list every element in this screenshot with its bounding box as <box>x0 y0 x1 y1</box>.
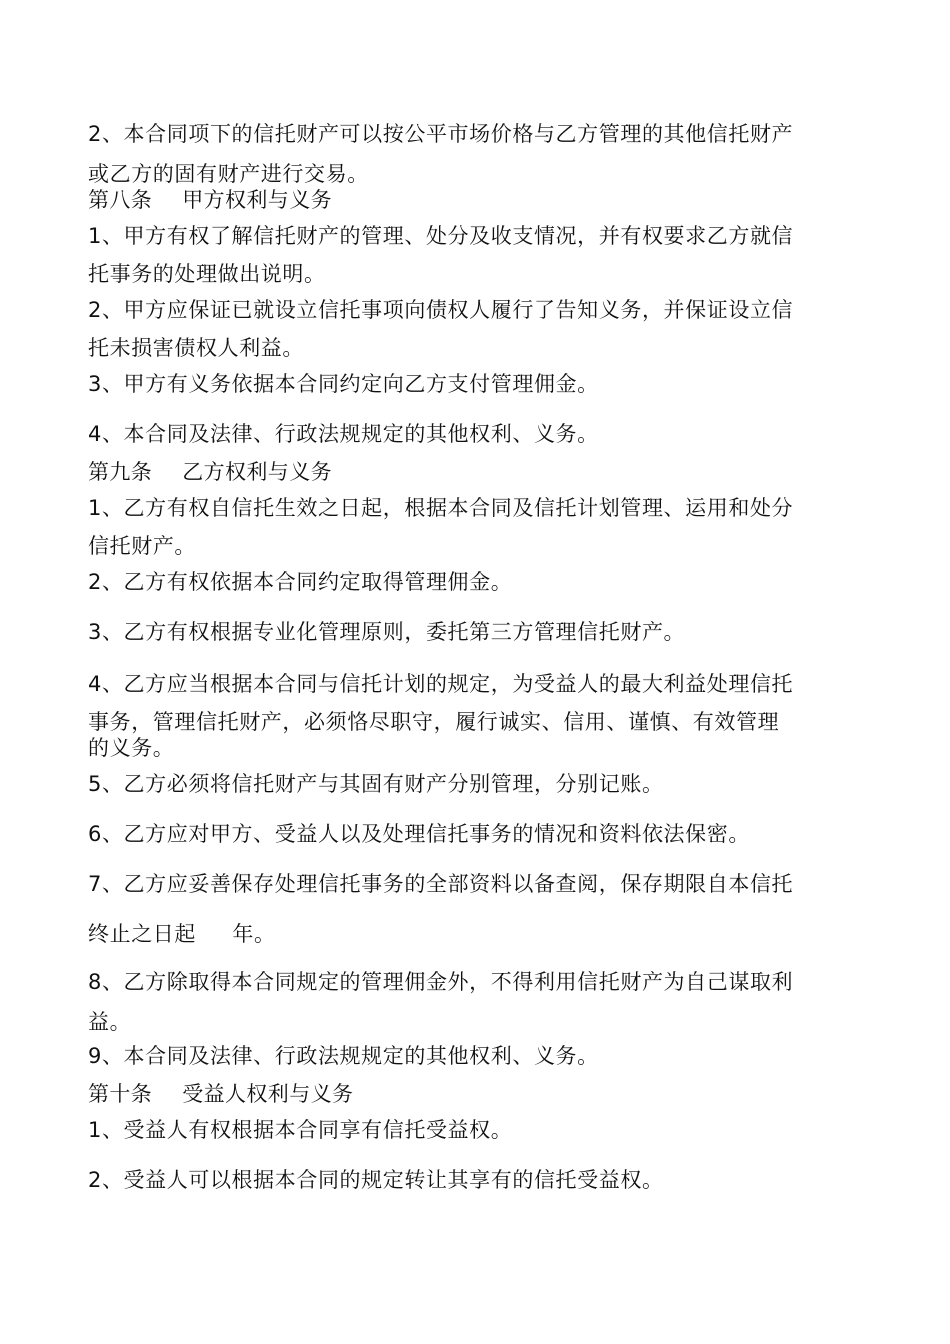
paragraph-line: 5、乙方必须将信托财产与其固有财产分别管理，分别记账。 <box>88 772 664 796</box>
section-heading-8 <box>88 186 878 214</box>
paragraph-line: 信托财产。 <box>88 534 196 558</box>
section-number: 第九条 <box>88 460 153 484</box>
section-heading-9 <box>88 458 878 486</box>
section-number: 第八条 <box>88 188 153 212</box>
paragraph-line: 1、乙方有权自信托生效之日起，根据本合同及信托计划管理、运用和处分 <box>88 496 794 520</box>
section-heading-10 <box>88 1080 878 1108</box>
paragraph-line: 2、受益人可以根据本合同的规定转让其享有的信托受益权。 <box>88 1168 664 1192</box>
paragraph-line: 1、受益人有权根据本合同享有信托受益权。 <box>88 1118 513 1142</box>
paragraph-line: 2、甲方应保证已就设立信托事项向债权人履行了告知义务，并保证设立信 <box>88 298 794 322</box>
paragraph-line: 的义务。 <box>88 736 175 760</box>
paragraph-line: 托事务的处理做出说明。 <box>88 262 326 286</box>
paragraph-line: 6、乙方应对甲方、受益人以及处理信托事务的情况和资料依法保密。 <box>88 822 750 846</box>
paragraph-line: 8、乙方除取得本合同规定的管理佣金外，不得利用信托财产为自己谋取利 <box>88 970 794 994</box>
paragraph-line: 4、乙方应当根据本合同与信托计划的规定，为受益人的最大利益处理信托 <box>88 672 794 696</box>
paragraph-line: 益。 <box>88 1010 132 1034</box>
section-number: 第十条 <box>88 1082 153 1106</box>
section-title: 甲方权利与义务 <box>182 188 333 212</box>
paragraph-line: 托未损害债权人利益。 <box>88 336 304 360</box>
paragraph-line: 2、本合同项下的信托财产可以按公平市场价格与乙方管理的其他信托财产 <box>88 122 794 146</box>
paragraph-line: 4、本合同及法律、行政法规规定的其他权利、义务。 <box>88 422 599 446</box>
paragraph-line: 3、甲方有义务依据本合同约定向乙方支付管理佣金。 <box>88 372 599 396</box>
section-title: 受益人权利与义务 <box>182 1082 354 1106</box>
section-title: 乙方权利与义务 <box>182 460 333 484</box>
paragraph-line: 或乙方的固有财产进行交易。 <box>88 162 369 186</box>
paragraph-line: 1、甲方有权了解信托财产的管理、处分及收支情况，并有权要求乙方就信 <box>88 224 794 248</box>
paragraph-line: 3、乙方有权根据专业化管理原则，委托第三方管理信托财产。 <box>88 620 686 644</box>
paragraph-line: 事务，管理信托财产，必须恪尽职守，履行诚实、信用、谨慎、有效管理 <box>88 710 780 734</box>
paragraph-line: 终止之日起 年。 <box>88 922 276 946</box>
paragraph-line: 7、乙方应妥善保存处理信托事务的全部资料以备查阅，保存期限自本信托 <box>88 872 794 896</box>
paragraph-line: 2、乙方有权依据本合同约定取得管理佣金。 <box>88 570 513 594</box>
paragraph-line: 9、本合同及法律、行政法规规定的其他权利、义务。 <box>88 1044 599 1068</box>
